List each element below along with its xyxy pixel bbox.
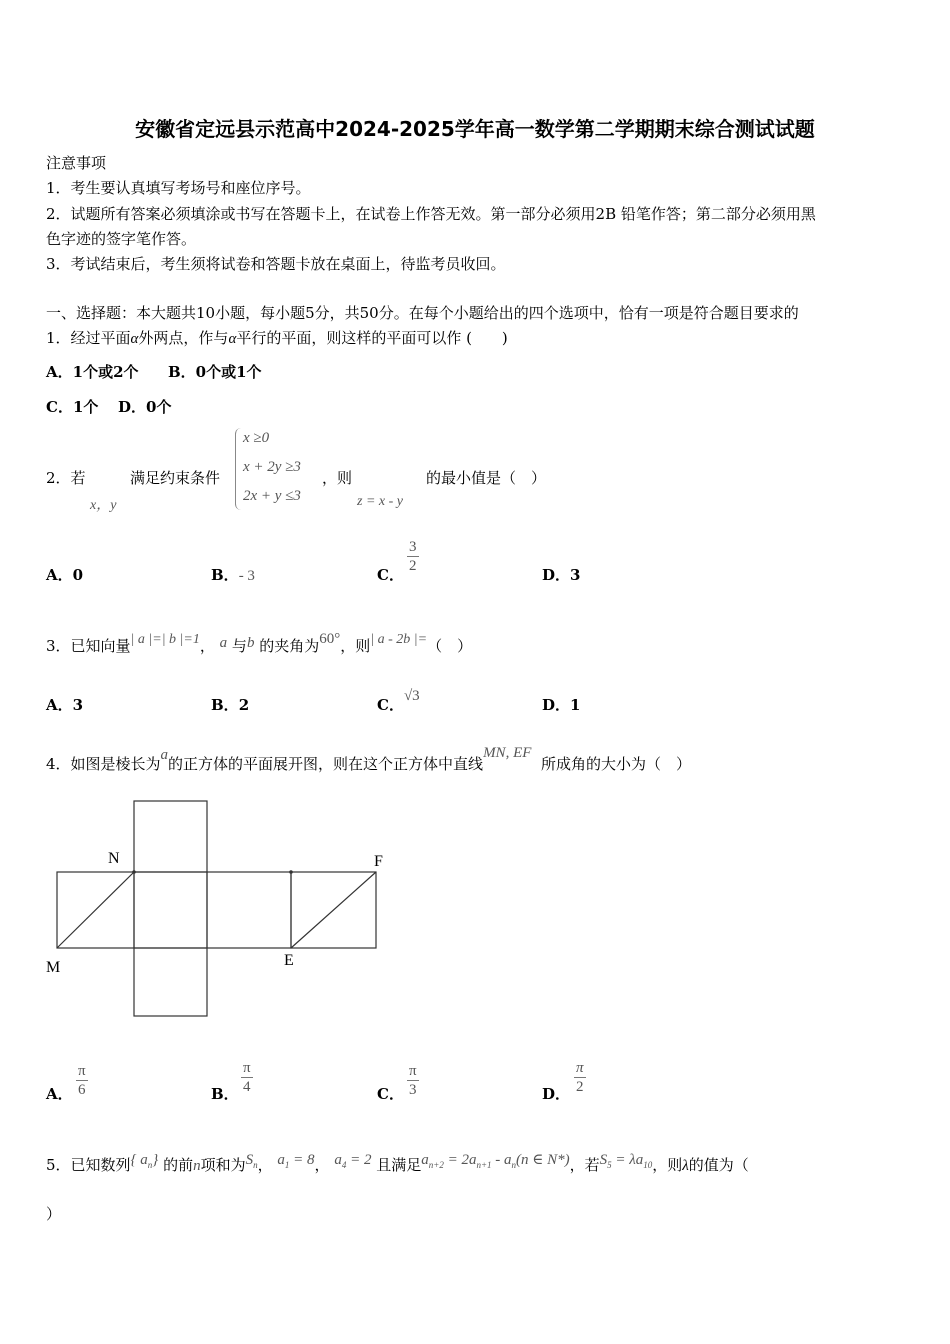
question-5-stem: 5．已知数列{ $a_n$} 的前n项和为$S_n$， $a_1 = 8$， $a_4 = 2$ 且满足$a_{n+2} = 2a_{n+1} - a_n(n$ ∈ N*)，若$S_5 = \lambda a_{10}$，则λ的值为（ bbox=[46, 1152, 749, 1174]
q2-option-b: B．- 3 bbox=[211, 566, 255, 584]
q2-number: 2．若 bbox=[46, 469, 86, 487]
q4-option-d: D． $\frac{\pi}{2}$ bbox=[542, 1060, 584, 1103]
point-top-right bbox=[289, 870, 293, 874]
q2-objective: z = x - y bbox=[357, 494, 403, 509]
q2-option-a: A．0 bbox=[46, 566, 84, 584]
label-m: M bbox=[46, 959, 61, 976]
net-face-right bbox=[207, 872, 291, 948]
question-4-stem: 4．如图是棱长为a的正方体的平面展开图，则在这个正方体中直线MN, EF 所成角的大小为（ ） bbox=[46, 745, 691, 773]
question-1-stem: 1．经过平面α外两点，作与α平行的平面，则这样的平面可以作 ( ) bbox=[46, 329, 508, 347]
section-header: 一、选择题：本大题共10小题，每小题5分，共50分。在每个小题给出的四个选项中，恰有一项是符合题目要求的 bbox=[46, 304, 799, 322]
question-3-stem: 3．已知向量| a |=| b |=1， a 与b 的夹角为60°，则| a - 2b |=（ ） bbox=[46, 631, 473, 655]
q2-constraint-1: x ≥0 bbox=[243, 430, 270, 446]
notice-item-2-cont: 色字迹的签字笔作答。 bbox=[46, 230, 197, 248]
line-ef bbox=[291, 872, 376, 948]
notice-item-1: 1．考生要认真填写考场号和座位序号。 bbox=[46, 179, 311, 197]
q1-option-b: B．0个或1个 bbox=[168, 363, 262, 381]
q2-tail: 的最小值是（ ） bbox=[426, 469, 547, 487]
notice-item-2: 2．试题所有答案必须填涂或书写在答题卡上，在试卷上作答无效。第一部分必须用2B 铅笔作答；第二部分必须用黑 bbox=[46, 205, 816, 223]
q2-option-d: D．3 bbox=[542, 566, 581, 584]
q2-constraint-3: 2x + y ≤3 bbox=[243, 488, 301, 504]
q4-option-b: B． $\frac{\pi}{4}$ bbox=[211, 1060, 251, 1103]
q2-constraint-2: x + 2y ≥3 bbox=[243, 459, 301, 475]
q3-option-c: C．√3 bbox=[377, 688, 420, 714]
line-mn bbox=[57, 872, 134, 948]
net-face-bottom bbox=[134, 948, 207, 1016]
label-f: F bbox=[374, 853, 383, 870]
q2-then: ，则 bbox=[322, 469, 353, 487]
q1-option-d: D．0个 bbox=[118, 398, 172, 416]
q3-option-a: A．3 bbox=[46, 696, 84, 714]
q3-option-d: D．1 bbox=[542, 696, 581, 714]
notice-heading: 注意事项 bbox=[46, 154, 107, 172]
label-e: E bbox=[284, 952, 294, 969]
point-n bbox=[132, 870, 136, 874]
q2-constraint-text: 满足约束条件 bbox=[130, 469, 221, 487]
net-face-top bbox=[134, 801, 207, 872]
q4-option-c: C． $\frac{\pi}{3}$ bbox=[377, 1063, 417, 1103]
q2-vars: x，y bbox=[90, 498, 117, 513]
net-face-center bbox=[134, 872, 207, 948]
notice-item-3: 3．考试结束后，考生须将试卷和答题卡放在桌面上，待监考员收回。 bbox=[46, 255, 506, 273]
q4-option-a: A． $\frac{\pi}{6}$ bbox=[46, 1063, 86, 1103]
label-n: N bbox=[108, 850, 120, 867]
cube-net-figure bbox=[40, 795, 400, 1030]
q1-option-c: C．1个 bbox=[46, 398, 99, 416]
q1-option-a: A．1个或2个 bbox=[46, 363, 139, 381]
page-title: 安徽省定远县示范高中2024-2025学年高一数学第二学期期末综合测试试题 bbox=[135, 117, 815, 141]
q3-option-b: B．2 bbox=[211, 696, 250, 714]
q5-close-paren: ） bbox=[46, 1205, 62, 1223]
